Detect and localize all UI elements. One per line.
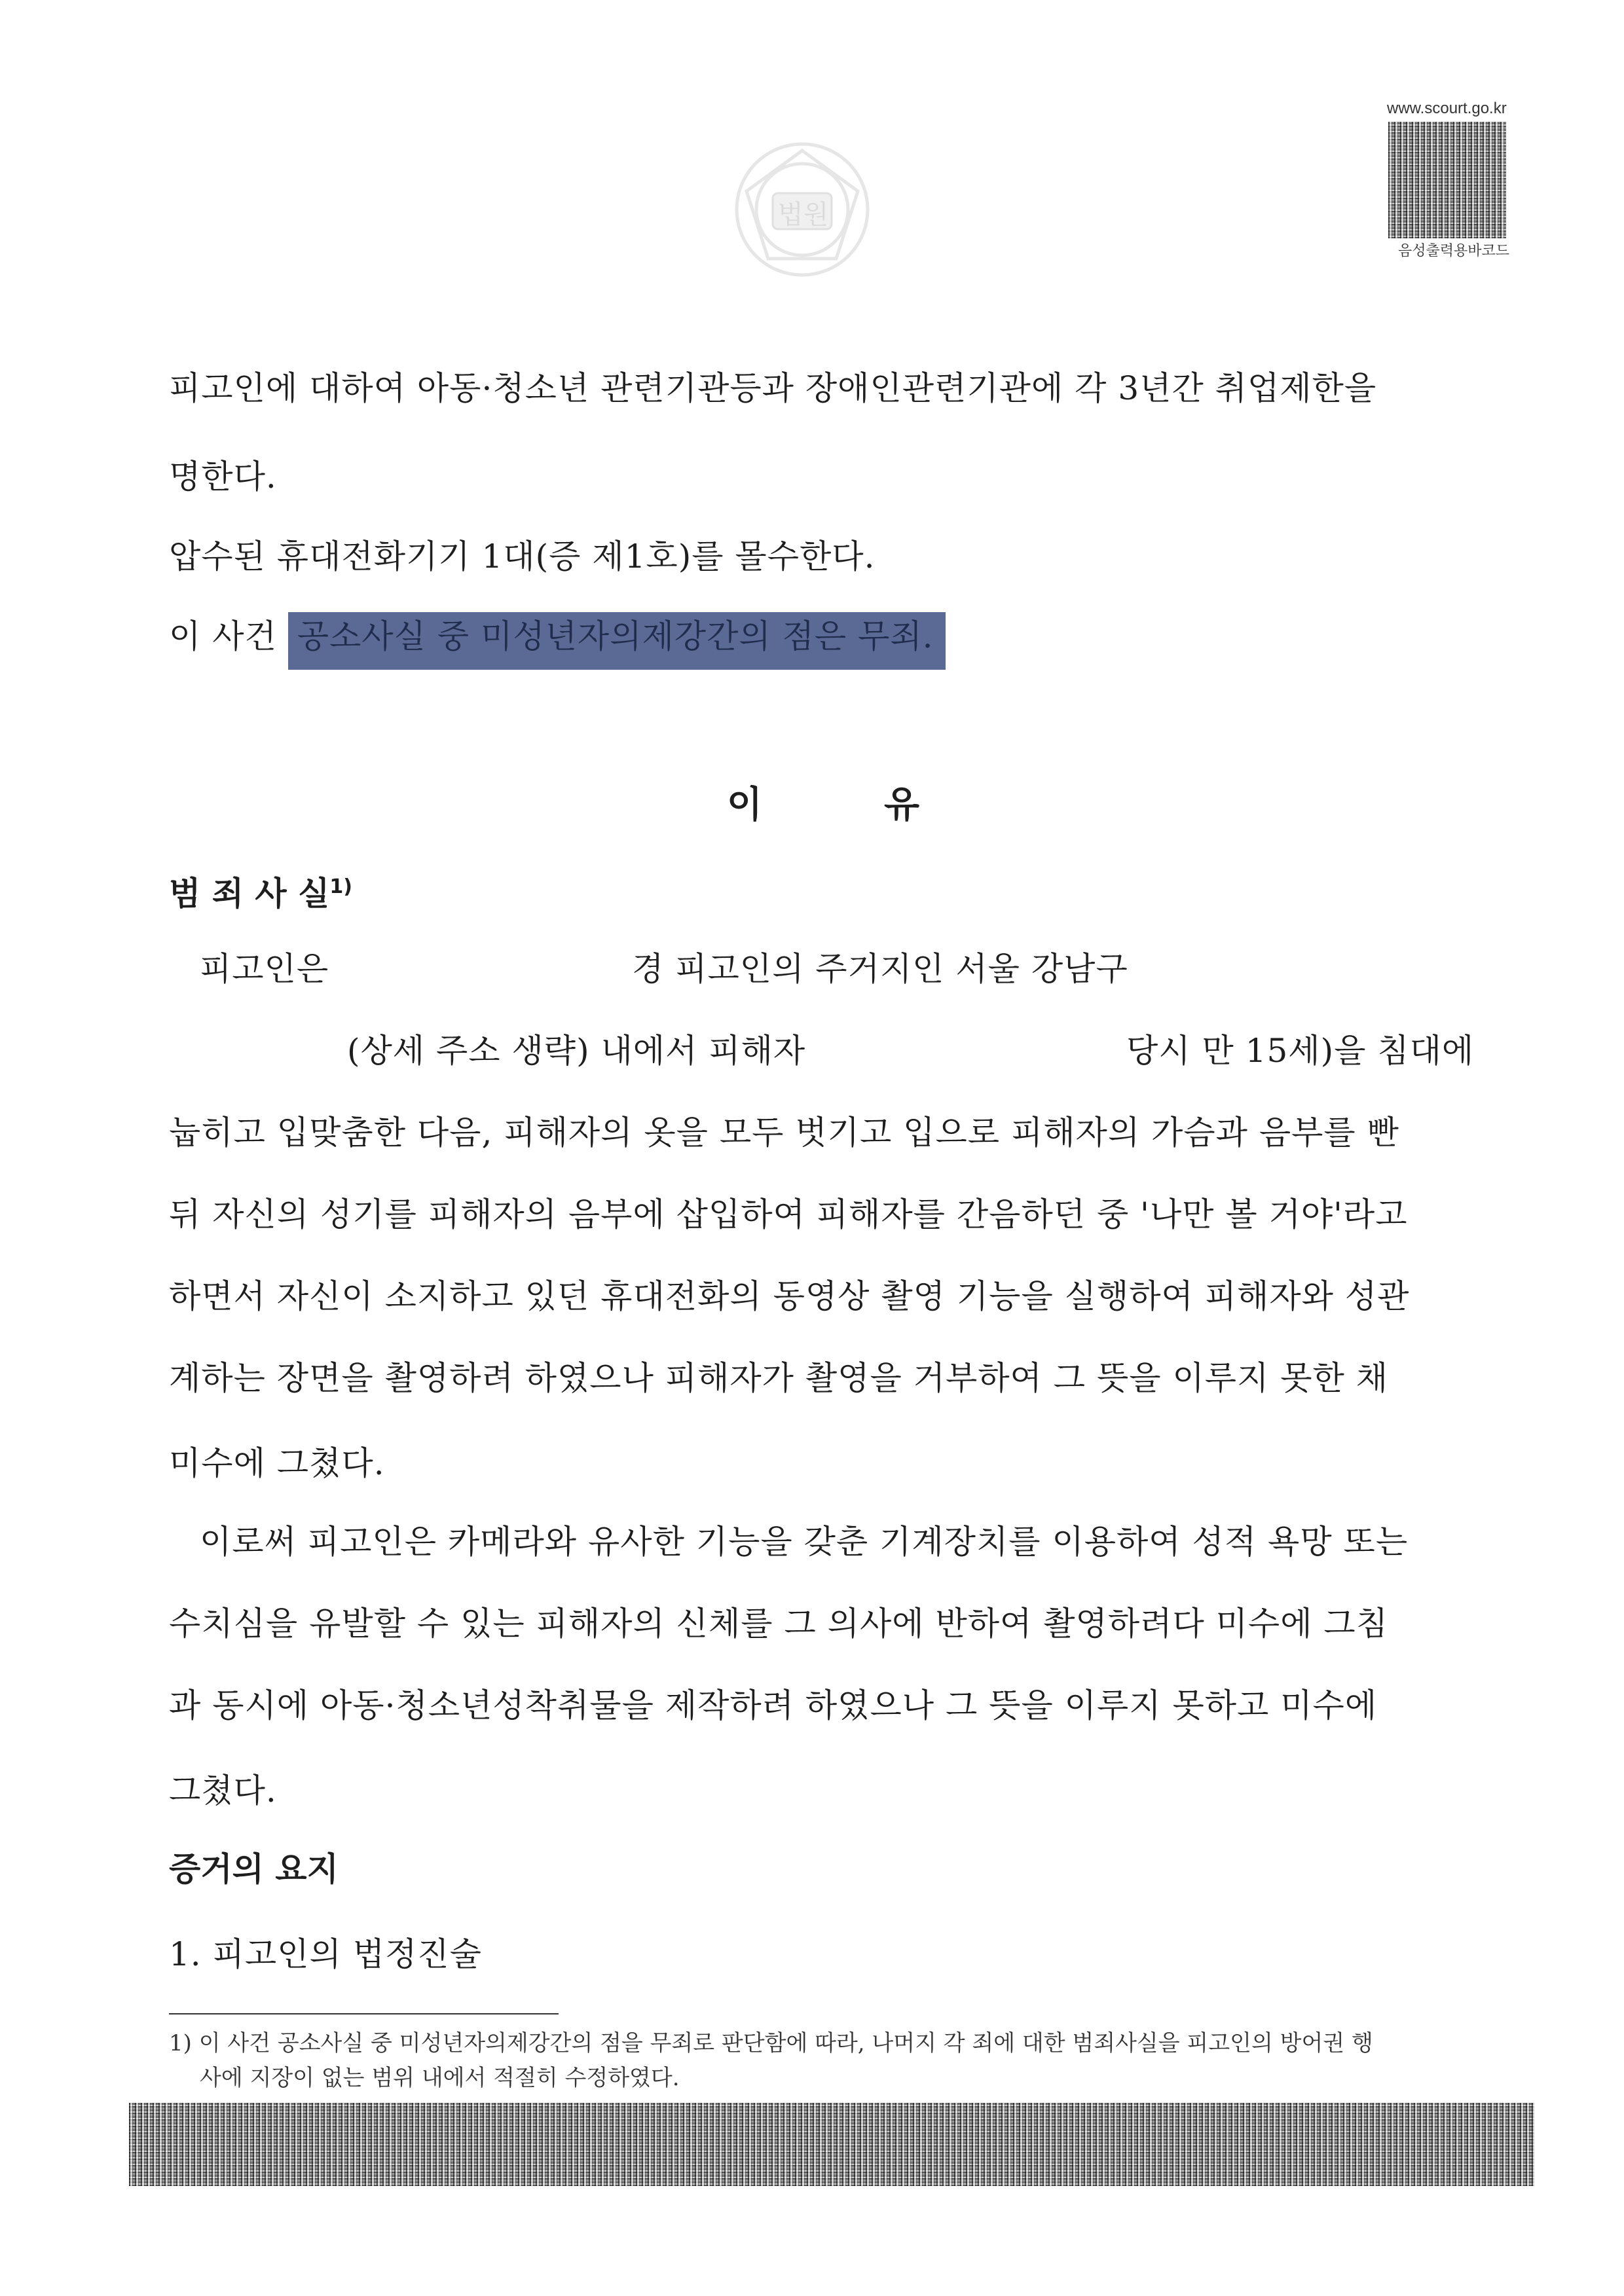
facts-line-11: 그쳤다. (169, 1772, 277, 1810)
ruling-line-4 (169, 610, 946, 657)
facts-line-1b: 경 피고인의 주거지인 서울 강남구 (632, 950, 1128, 988)
reason-title-left: 이 (727, 784, 763, 826)
facts-line-10: 과 동시에 아동·청소년성착취물을 제작하려 하였으나 그 뜻을 이루지 못하고 미수에 (169, 1686, 1378, 1724)
facts-heading-text: 범 죄 사 실 (169, 875, 330, 913)
bottom-barcode-strip (129, 2103, 1534, 2186)
reason-title-right: 유 (884, 784, 920, 826)
facts-line-1a: 피고인은 (200, 950, 329, 988)
facts-line-5: 하면서 자신이 소지하고 있던 휴대전화의 동영상 촬영 기능을 실행하여 피해자와 성관 (169, 1277, 1410, 1315)
facts-line-6: 계하는 장면을 촬영하려 하였으나 피해자가 촬영을 거부하여 그 뜻을 이루지 못한 채 (169, 1359, 1389, 1397)
evidence-heading: 증거의 요지 (169, 1850, 339, 1888)
footnote-ref: 1) (329, 875, 353, 898)
ruling-line-4-prefix: 이 사건 (169, 617, 277, 655)
barcode-caption: 음성출력용바코드 (1398, 243, 1510, 259)
ruling-line-1: 피고인에 대하여 아동·청소년 관련기관등과 장애인관련기관에 각 3년간 취업제한을 (169, 369, 1377, 407)
facts-line-2a: (상세 주소 생략) 내에서 피해자 (347, 1032, 806, 1070)
ruling-line-2: 명한다. (169, 458, 277, 496)
facts-line-9: 수치심을 유발할 수 있는 피해자의 신체를 그 의사에 반하여 촬영하려다 미수에 그침 (169, 1605, 1389, 1643)
footnote-line-2: 사에 지장이 없는 범위 내에서 적절히 수정하였다. (200, 2065, 680, 2091)
facts-line-7: 미수에 그쳤다. (169, 1444, 385, 1482)
court-seal-watermark (724, 131, 881, 288)
footnote-divider (169, 2013, 559, 2014)
court-url: www.scourt.go.kr (1387, 100, 1507, 117)
ruling-line-3: 압수된 휴대전화기기 1대(증 제1호)를 몰수한다. (169, 538, 876, 575)
facts-heading (169, 867, 352, 915)
facts-line-2b: 당시 만 15세)을 침대에 (1126, 1032, 1475, 1070)
footnote-line-1: 1) 이 사건 공소사실 중 미성년자의제강간의 점을 무죄로 판단함에 따라, 나머지 각 죄에 대한 범죄사실을 피고인의 방어권 행 (169, 2030, 1373, 2056)
acquittal-highlight: 공소사실 중 미성년자의제강간의 점은 무죄. (288, 612, 946, 670)
facts-line-4: 뒤 자신의 성기를 피해자의 음부에 삽입하여 피해자를 간음하던 중 '나만 볼 거야'라고 (169, 1195, 1408, 1233)
facts-line-3: 눕히고 입맞춤한 다음, 피해자의 옷을 모두 벗기고 입으로 피해자의 가슴과 음부를 빤 (169, 1114, 1399, 1152)
audio-barcode-icon (1388, 122, 1506, 238)
facts-line-8: 이로써 피고인은 카메라와 유사한 기능을 갖춘 기계장치를 이용하여 성적 욕망 또는 (200, 1523, 1409, 1561)
evidence-item-1: 1. 피고인의 법정진술 (169, 1935, 482, 1973)
court-seal-text: 법원 (778, 200, 829, 230)
